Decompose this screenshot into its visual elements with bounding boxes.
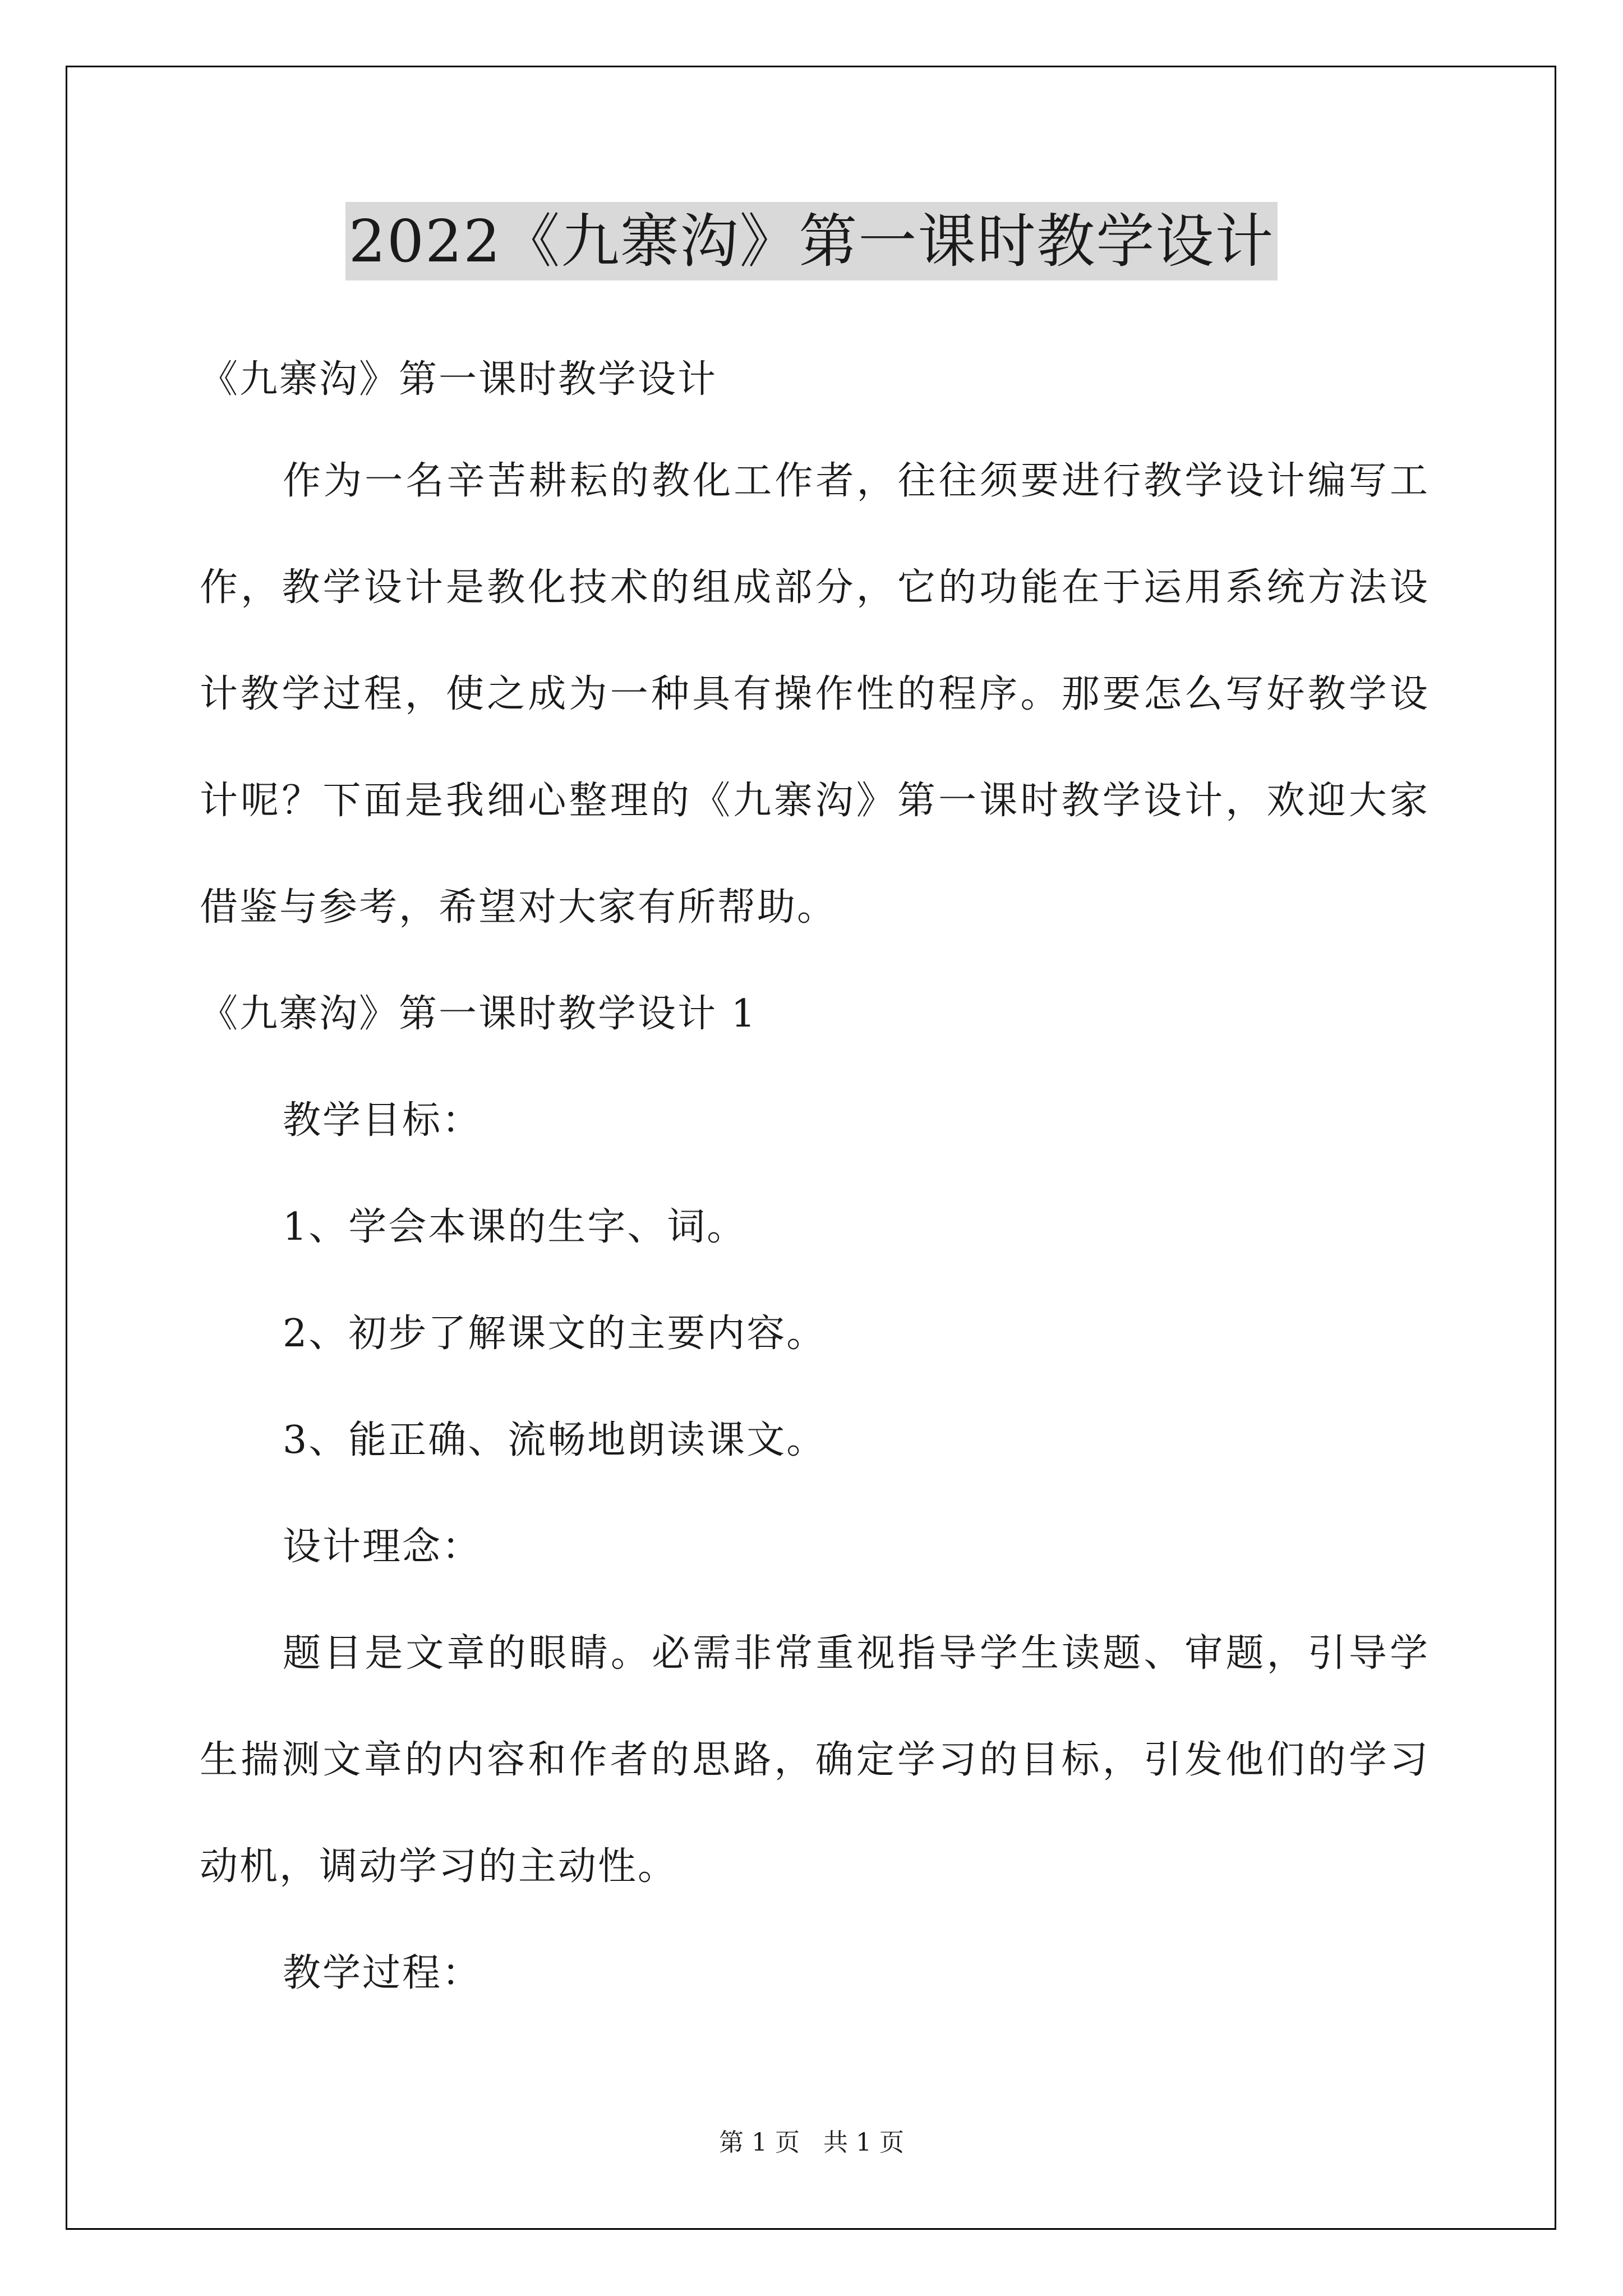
title-container [0,202,1623,280]
subheading: 教学过程： [283,1951,482,1995]
document-title: 2022《九寨沟》第一课时教学设计 [345,202,1278,280]
subheading: 设计理念： [283,1525,482,1569]
paragraph-line: 计教学过程，使之成为一种具有操作性的程序。那要怎么写好教学设 [200,672,1428,716]
paragraph-line: 计呢？下面是我细心整理的《九寨沟》第一课时教学设计，欢迎大家 [200,779,1428,823]
subheading: 教学目标： [283,1098,482,1143]
list-item: 3、能正确、流畅地朗读课文。 [283,1418,827,1462]
paragraph-line: 借鉴与参考，希望对大家有所帮助。 [200,885,837,930]
page-number-current: 第 1 页 [719,2128,800,2157]
page-number-total: 共 1 页 [823,2128,904,2157]
paragraph-line: 作，教学设计是教化技术的组成部分，它的功能在于运用系统方法设 [200,565,1428,610]
section-heading: 《九寨沟》第一课时教学设计 1 [200,992,757,1036]
list-item: 2、初步了解课文的主要内容。 [283,1312,827,1356]
paragraph-line: 作为一名辛苦耕耘的教化工作者，往往须要进行教学设计编写工 [283,459,1428,503]
list-item: 1、学会本课的生字、词。 [283,1205,747,1249]
paragraph-line: 动机，调动学习的主动性。 [200,1844,678,1889]
subtitle-line: 《九寨沟》第一课时教学设计 [200,357,718,402]
paragraph-line: 生揣测文章的内容和作者的思路，确定学习的目标，引发他们的学习 [200,1738,1428,1782]
paragraph-line: 题目是文章的眼睛。必需非常重视指导学生读题、审题，引导学 [283,1631,1428,1676]
page-footer [0,2126,1623,2160]
